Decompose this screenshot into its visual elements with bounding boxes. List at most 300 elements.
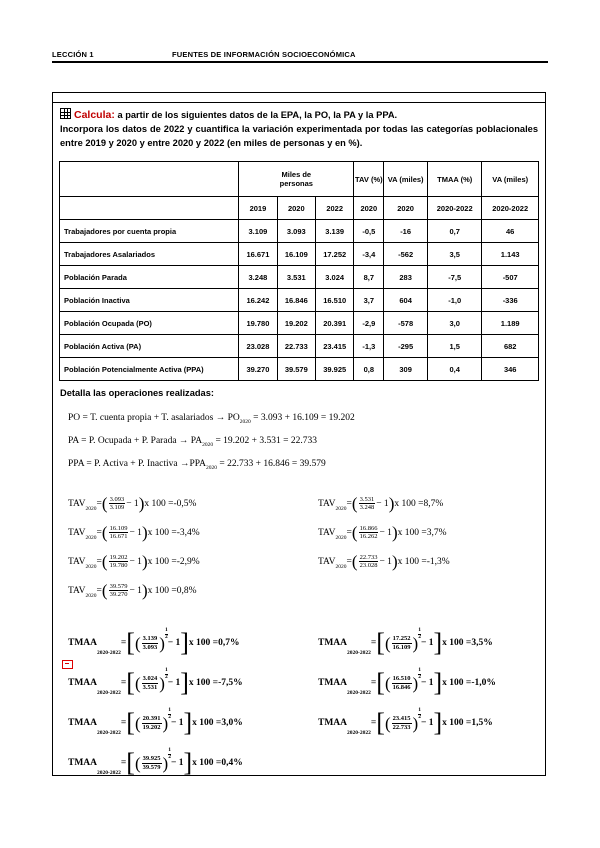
fraction-den: 39.579 — [142, 763, 161, 771]
th-year-1: 2020 — [277, 197, 315, 220]
th-year-6: 2020-2022 — [482, 197, 539, 220]
percent: % — [483, 638, 493, 648]
table-cell: 3.109 — [239, 220, 277, 243]
minus-one: − 1 — [420, 678, 434, 688]
result: -3,4 — [176, 527, 192, 538]
fraction — [109, 554, 129, 570]
result: 8,7 — [423, 498, 436, 509]
paren-open: ( — [134, 753, 141, 773]
eq-pa-sub: 2020 — [202, 441, 214, 448]
fraction-num: 3.024 — [142, 675, 158, 682]
paren-open: ( — [384, 713, 391, 733]
times-100: x 100 = — [144, 498, 174, 509]
tmaa-formula — [318, 627, 493, 657]
eq-ppa-a: PPA = P. Activa + P. Inactiva →PPA — [68, 459, 207, 469]
tav-formula — [68, 553, 200, 570]
epa-table — [59, 161, 539, 381]
table-cell: 39.925 — [316, 358, 354, 381]
percent: % — [191, 556, 200, 567]
statement-line-2: Incorpora los datos de 2022 y cuantifica la variación experimentada por todas las categorías poblacionales entre 2019 y 2020 y entre 2020 y 2022 (en miles de personas y en %). — [60, 124, 538, 148]
table-row — [60, 289, 539, 312]
table-cell: 283 — [384, 266, 428, 289]
fraction — [142, 675, 159, 691]
tmaa-sub: 2020-2022 — [347, 650, 371, 656]
tav-formula — [318, 495, 443, 512]
paren-close: ) — [141, 523, 148, 542]
table-cell: 16.109 — [277, 243, 315, 266]
fraction-den: 16.671 — [109, 533, 128, 540]
table-cell: -1,0 — [427, 289, 481, 312]
table-corner-cell — [60, 162, 239, 197]
times-100: x 100 = — [192, 758, 222, 768]
percent: % — [483, 718, 493, 728]
table-cell: -578 — [384, 312, 428, 335]
paren-close: ) — [141, 552, 148, 571]
paren-close: ) — [159, 673, 165, 693]
exp-den: 2 — [168, 713, 171, 720]
image-icon — [62, 660, 73, 669]
tmaa-sub: 2020-2022 — [97, 690, 121, 696]
th-year-3: 2020 — [354, 197, 384, 220]
tav-formula — [318, 553, 450, 570]
bracket-open: [ — [126, 628, 135, 657]
percent: % — [229, 638, 240, 648]
result: -1,3 — [426, 556, 442, 567]
percent: % — [188, 498, 197, 509]
table-cell: 3,5 — [427, 243, 481, 266]
tmaa-label: TMAA — [68, 678, 98, 688]
table-cell: 23.415 — [316, 335, 354, 358]
fraction-den: 3.093 — [142, 643, 158, 651]
percent: % — [233, 718, 243, 728]
th-tmaa: TMAA (%) — [427, 162, 481, 197]
fraction — [109, 525, 129, 541]
times-100: x 100 = — [397, 527, 427, 538]
th-tav: TAV (%) — [354, 162, 384, 197]
table-cell: -0,5 — [354, 220, 384, 243]
table-cell: 23.028 — [239, 335, 277, 358]
row-label: Población Potencialmente Activa (PPA) — [60, 358, 239, 381]
table-cell: -3,4 — [354, 243, 384, 266]
paren-open: ( — [351, 494, 358, 513]
eq-po — [68, 413, 355, 425]
bracket-close: ] — [180, 628, 189, 657]
table-cell: 17.252 — [316, 243, 354, 266]
result: 1,5 — [471, 718, 484, 728]
tav-label: TAV — [68, 527, 86, 538]
table-cell: 20.391 — [316, 312, 354, 335]
tmaa-sub: 2020-2022 — [347, 730, 371, 736]
fraction-den: 23.028 — [359, 562, 378, 569]
exp-den: 2 — [418, 673, 421, 680]
equals: = — [370, 638, 377, 648]
percent: % — [486, 678, 496, 688]
header-lesson: LECCIÓN 1 — [52, 50, 94, 59]
times-100: x 100 = — [147, 527, 177, 538]
tmaa-label: TMAA — [318, 638, 348, 648]
eq-pa-a: PA = P. Ocupada + P. Parada → PA — [68, 436, 203, 446]
table-cell: 22.733 — [277, 335, 315, 358]
paren-close: ) — [138, 494, 145, 513]
paren-open: ( — [384, 633, 391, 653]
tav-formula — [68, 524, 200, 541]
exercise-statement — [60, 108, 538, 150]
row-label: Población Ocupada (PO) — [60, 312, 239, 335]
minus-one: − 1 — [170, 758, 184, 768]
fraction-den: 39.270 — [109, 591, 128, 598]
tmaa-formula — [68, 707, 243, 737]
equals: = — [120, 758, 127, 768]
exp-num: 1 — [418, 667, 421, 673]
bracket-close: ] — [183, 708, 193, 737]
result: 0,4 — [221, 758, 234, 768]
tav-label: TAV — [68, 498, 86, 509]
paren-open: ( — [101, 494, 108, 513]
table-cell: -7,5 — [427, 266, 481, 289]
equals: = — [96, 556, 102, 567]
fraction — [359, 496, 376, 512]
equals: = — [346, 556, 352, 567]
tmaa-label: TMAA — [68, 758, 98, 768]
tav-sub: 2020 — [85, 564, 97, 570]
bracket-close: ] — [180, 668, 189, 697]
tav-sub: 2020 — [85, 506, 97, 512]
table-row — [60, 335, 539, 358]
header-title: FUENTES DE INFORMACIÓN SOCIOECONÓMICA — [172, 50, 356, 59]
times-100: x 100 = — [147, 585, 177, 596]
table-cell: 604 — [384, 289, 428, 312]
result: 0,7 — [218, 638, 230, 648]
statement-line-1: a partir de los siguientes datos de la EPA, la PO, la PA y la PPA. — [114, 110, 398, 120]
paren-close: ) — [391, 552, 398, 571]
minus-one: − 1 — [376, 498, 389, 509]
th-year-2: 2022 — [316, 197, 354, 220]
table-cell: 3.139 — [316, 220, 354, 243]
tmaa-label: TMAA — [68, 718, 98, 728]
tmaa-sub: 2020-2022 — [347, 690, 371, 696]
paren-close: ) — [412, 633, 419, 653]
bracket-open: [ — [376, 628, 385, 657]
table-cell: 16.242 — [239, 289, 277, 312]
fraction-den: 3.109 — [109, 504, 125, 511]
equals: = — [346, 498, 352, 509]
minus-one: − 1 — [129, 585, 142, 596]
row-label: Trabajadores por cuenta propia — [60, 220, 239, 243]
tav-label: TAV — [68, 585, 86, 596]
result: -2,9 — [176, 556, 192, 567]
tav-sub: 2020 — [85, 535, 97, 541]
exp-den: 2 — [418, 633, 421, 640]
exp-num: 1 — [418, 627, 421, 633]
tav-sub: 2020 — [335, 535, 347, 541]
bracket-open: [ — [126, 748, 135, 777]
fraction-den: 19.780 — [109, 562, 128, 569]
paren-close: ) — [141, 581, 148, 600]
table-header-row-2 — [60, 197, 539, 220]
grid-icon — [60, 108, 71, 119]
minus-one: − 1 — [126, 498, 139, 509]
paren-open: ( — [351, 552, 358, 571]
times-100: x 100 = — [147, 556, 177, 567]
table-cell: -295 — [384, 335, 428, 358]
percent: % — [188, 585, 197, 596]
table-corner-cell-2 — [60, 197, 239, 220]
percent: % — [191, 527, 200, 538]
table-cell: 1,5 — [427, 335, 481, 358]
times-100: x 100 = — [442, 718, 472, 728]
exercise-box-rule — [52, 102, 546, 103]
result: 3,7 — [426, 527, 439, 538]
exp-num: 1 — [168, 747, 171, 753]
fraction — [392, 675, 412, 691]
table-cell: 346 — [482, 358, 539, 381]
fraction — [142, 635, 159, 651]
fraction-den: 19.202 — [142, 723, 161, 731]
eq-ppa — [68, 459, 326, 471]
table-cell: 3.024 — [316, 266, 354, 289]
minus-one: − 1 — [129, 556, 142, 567]
exp-den: 2 — [164, 673, 168, 680]
table-row — [60, 220, 539, 243]
table-cell: -336 — [482, 289, 539, 312]
table-cell: 46 — [482, 220, 539, 243]
row-label: Población Activa (PA) — [60, 335, 239, 358]
fraction-num: 39.925 — [142, 755, 161, 762]
table-cell: 3,0 — [427, 312, 481, 335]
paren-close: ) — [162, 713, 169, 733]
tmaa-sub: 2020-2022 — [97, 650, 121, 656]
table-cell: -1,3 — [354, 335, 384, 358]
fraction-num: 20.391 — [142, 715, 161, 722]
fraction-den: 3.248 — [359, 504, 375, 511]
fraction-den: 16.262 — [359, 533, 378, 540]
tav-label: TAV — [318, 556, 336, 567]
minus-one: − 1 — [170, 718, 184, 728]
paren-open: ( — [134, 633, 141, 653]
tav-sub: 2020 — [335, 506, 347, 512]
fraction-num: 22.733 — [359, 553, 378, 561]
times-100: x 100 = — [192, 718, 222, 728]
eq-po-a: PO = T. cuenta propia + T. asalariados → PO — [68, 413, 240, 423]
header-rule — [52, 61, 548, 63]
exp-num: 1 — [168, 707, 171, 713]
th-va: VA (miles) — [384, 162, 428, 197]
paren-close: ) — [159, 633, 165, 653]
table-row — [60, 266, 539, 289]
table-cell: 3.093 — [277, 220, 315, 243]
equals: = — [370, 718, 377, 728]
fraction-num: 19.202 — [109, 553, 128, 561]
bracket-close: ] — [433, 708, 443, 737]
times-100: x 100 = — [397, 556, 427, 567]
table-cell: 39.270 — [239, 358, 277, 381]
fraction-den: 16.109 — [392, 643, 411, 651]
table-cell: 309 — [384, 358, 428, 381]
paren-close: ) — [388, 494, 395, 513]
table-cell: 0,7 — [427, 220, 481, 243]
eq-pa — [68, 436, 317, 448]
percent: % — [435, 498, 444, 509]
times-100: x 100 = — [442, 678, 472, 688]
fraction — [109, 496, 126, 512]
fraction-num: 3.093 — [109, 495, 125, 503]
table-cell: 19.202 — [277, 312, 315, 335]
result: -0,5 — [173, 498, 189, 509]
paren-close: ) — [162, 753, 169, 773]
bracket-close: ] — [433, 628, 443, 657]
fraction-num: 17.252 — [392, 635, 411, 642]
fraction-den: 22.733 — [392, 723, 411, 731]
fraction — [142, 755, 162, 771]
equals: = — [120, 638, 127, 648]
minus-one: − 1 — [167, 638, 181, 648]
table-cell: -2,9 — [354, 312, 384, 335]
paren-open: ( — [101, 581, 108, 600]
tav-formula — [318, 524, 447, 541]
eq-pa-b: = 19.202 + 3.531 = 22.733 — [213, 436, 318, 446]
result: 0,8 — [176, 585, 189, 596]
table-cell: 1.189 — [482, 312, 539, 335]
tmaa-formula — [318, 707, 493, 737]
calcula-label: Calcula: — [74, 109, 115, 121]
tmaa-label: TMAA — [318, 718, 348, 728]
result: -1,0 — [471, 678, 487, 688]
eq-po-sub: 2020 — [239, 418, 251, 425]
exp-num: 1 — [418, 707, 421, 713]
paren-open: ( — [134, 713, 141, 733]
table-cell: 16.671 — [239, 243, 277, 266]
th-year-4: 2020 — [384, 197, 428, 220]
exp-den: 2 — [168, 753, 171, 760]
fraction-den: 3.531 — [142, 683, 158, 691]
exp-num: 1 — [164, 667, 168, 673]
bracket-open: [ — [126, 708, 135, 737]
fraction — [359, 554, 379, 570]
percent: % — [441, 556, 450, 567]
bracket-open: [ — [376, 708, 385, 737]
tmaa-sub: 2020-2022 — [97, 770, 121, 776]
fraction-num: 16.866 — [359, 524, 378, 532]
tmaa-label: TMAA — [68, 638, 98, 648]
th-year-5: 2020-2022 — [427, 197, 481, 220]
row-label: Trabajadores Asalariados — [60, 243, 239, 266]
fraction-num: 23.415 — [392, 715, 411, 722]
bracket-open: [ — [126, 668, 135, 697]
paren-open: ( — [384, 673, 391, 693]
eq-po-b: = 3.093 + 16.109 = 19.202 — [250, 413, 355, 423]
minus-one: − 1 — [379, 527, 392, 538]
eq-ppa-sub: 2020 — [206, 464, 218, 471]
th-miles: Miles de personas — [239, 162, 354, 197]
fraction — [392, 715, 412, 731]
paren-open: ( — [101, 523, 108, 542]
table-cell: -16 — [384, 220, 428, 243]
table-cell: 0,8 — [354, 358, 384, 381]
tmaa-formula — [318, 667, 496, 697]
fraction-num: 39.579 — [109, 582, 128, 590]
minus-one: − 1 — [420, 718, 434, 728]
table-cell: 39.579 — [277, 358, 315, 381]
eq-ppa-b: = 22.733 + 16.846 = 39.579 — [217, 459, 326, 469]
tmaa-label: TMAA — [318, 678, 348, 688]
table-cell: 8,7 — [354, 266, 384, 289]
fraction — [392, 635, 412, 651]
table-cell: 1.143 — [482, 243, 539, 266]
exp-num: 1 — [164, 627, 168, 633]
minus-one: − 1 — [129, 527, 142, 538]
result: 3,5 — [471, 638, 484, 648]
table-cell: 16.510 — [316, 289, 354, 312]
th-va2: VA (miles) — [482, 162, 539, 197]
paren-close: ) — [391, 523, 398, 542]
fraction-den: 16.846 — [392, 683, 411, 691]
equals: = — [120, 678, 127, 688]
fraction-num: 16.109 — [109, 524, 128, 532]
equals: = — [120, 718, 127, 728]
ops-title: Detalla las operaciones realizadas: — [60, 388, 214, 398]
bracket-close: ] — [183, 748, 193, 777]
tav-sub: 2020 — [335, 564, 347, 570]
table-row — [60, 243, 539, 266]
equals: = — [370, 678, 377, 688]
paren-close: ) — [412, 673, 419, 693]
percent: % — [233, 758, 243, 768]
tav-label: TAV — [318, 498, 336, 509]
equals: = — [346, 527, 352, 538]
table-header-row-1 — [60, 162, 539, 197]
percent: % — [233, 678, 243, 688]
table-cell: -507 — [482, 266, 539, 289]
equals: = — [96, 498, 102, 509]
bracket-open: [ — [376, 668, 385, 697]
equals: = — [96, 527, 102, 538]
minus-one: − 1 — [379, 556, 392, 567]
times-100: x 100 = — [394, 498, 424, 509]
table-row — [60, 358, 539, 381]
th-year-0: 2019 — [239, 197, 277, 220]
tmaa-formula — [68, 627, 240, 657]
table-row — [60, 312, 539, 335]
paren-close: ) — [412, 713, 419, 733]
tav-formula — [68, 495, 196, 512]
minus-one: − 1 — [420, 638, 434, 648]
fraction — [359, 525, 379, 541]
tmaa-sub: 2020-2022 — [97, 730, 121, 736]
table-cell: 3,7 — [354, 289, 384, 312]
exp-den: 2 — [418, 713, 421, 720]
row-label: Población Inactiva — [60, 289, 239, 312]
tav-label: TAV — [318, 527, 336, 538]
minus-one: − 1 — [167, 678, 181, 688]
table-cell: 19.780 — [239, 312, 277, 335]
table-cell: 3.248 — [239, 266, 277, 289]
tmaa-formula — [68, 667, 243, 697]
table-cell: 3.531 — [277, 266, 315, 289]
fraction-num: 3.531 — [359, 495, 375, 503]
table-cell: -562 — [384, 243, 428, 266]
equals: = — [96, 585, 102, 596]
result: 3,0 — [221, 718, 234, 728]
tav-formula — [68, 582, 197, 599]
table-cell: 16.846 — [277, 289, 315, 312]
result: -7,5 — [218, 678, 234, 688]
fraction-num: 16.510 — [392, 675, 411, 682]
paren-open: ( — [351, 523, 358, 542]
tmaa-formula — [68, 747, 243, 777]
bracket-close: ] — [433, 668, 443, 697]
paren-open: ( — [134, 673, 141, 693]
tav-sub: 2020 — [85, 593, 97, 599]
